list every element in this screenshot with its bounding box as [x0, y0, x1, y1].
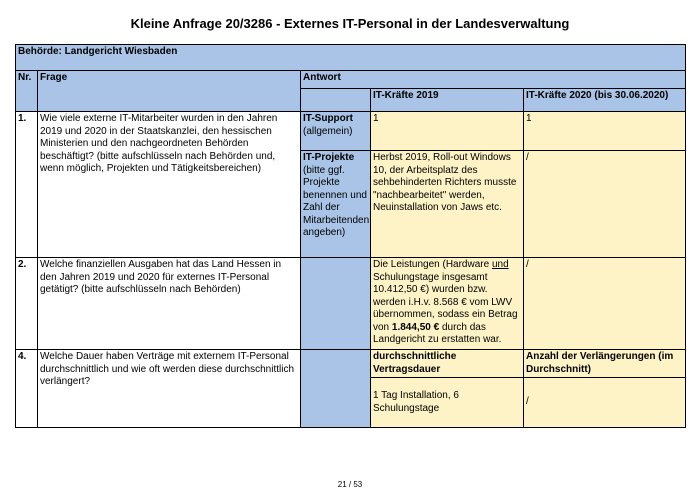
header-it2019: IT-Kräfte 2019 [371, 89, 524, 112]
header-question: Frage [38, 71, 301, 112]
q1-projects-label: IT-Projekte [303, 152, 355, 163]
q1-support-2020: 1 [524, 112, 686, 151]
q1-projects-2019: Herbst 2019, Roll-out Windows 10, der Arbeitsplatz des sehbehinderten Richters musste "nachbearbeitet" werden, Neuinstallation von Jaws etc. [371, 151, 524, 258]
q4-extensions-value: / [524, 378, 686, 428]
header-it2020: IT-Kräfte 2020 (bis 30.06.2020) [524, 89, 686, 112]
q2-answer-amount: 1.844,50 € [391, 321, 440, 333]
header-answer: Antwort [301, 71, 686, 89]
q1-projects-cell [301, 151, 371, 258]
q2-answer-text-2: Schulungstage insgesamt 10.412,50 €) wurden bzw. werden i.H.v. 8.568 € vom LWV übernommen, sodass ein Betrag von [373, 271, 518, 333]
q1-projects-sub: (bitte ggf. Projekte benennen und Zahl der Mitarbeitenden angeben) [303, 164, 370, 238]
q1-question: Wie viele externe IT-Mitarbeiter wurden in den Jahren 2019 und 2020 in der Staatskanzlei, den hessischen Ministerien und den nachgeordneten Behörden beschäftigt? (bitte aufschlüsseln nach Behörden und, wenn möglich, Projekten und Tätigkeitsbereichen) [38, 112, 301, 258]
q1-support-sub: (allgemein) [303, 125, 353, 137]
q2-answer-2019 [371, 258, 524, 350]
header-nr: Nr. [16, 71, 38, 112]
header-blank [301, 89, 371, 112]
q4-blank [301, 350, 371, 428]
q4-duration-header: durchschnittliche Vertragsdauer [371, 350, 524, 378]
q4-question: Welche Dauer haben Verträge mit externem IT-Personal durchschnittlich und wie oft werden diese durchschnittlich verlängert? [38, 350, 301, 428]
answer-table [15, 44, 686, 428]
q2-answer-und: und [491, 259, 509, 270]
q2-blank [301, 258, 371, 350]
q1-support-2019: 1 [371, 112, 524, 151]
q1-support-label: IT-Support [303, 113, 353, 124]
q4-duration-value: 1 Tag Installation, 6 Schulungstage [371, 378, 524, 428]
page-number: 21 / 53 [337, 480, 363, 489]
q2-nr: 2. [16, 258, 38, 350]
q2-answer-text-1: Die Leistungen (Hardware [373, 259, 492, 270]
q1-support-cell [301, 112, 371, 151]
q1-nr: 1. [16, 112, 38, 258]
q2-answer-text-3: durch das Landgericht zu erstatten war. [373, 321, 502, 345]
q4-extensions-header: Anzahl der Verlängerungen (im Durchschnitt) [524, 350, 686, 378]
q2-answer-2020: / [524, 258, 686, 350]
q2-question: Welche finanziellen Ausgaben hat das Land Hessen in den Jahren 2019 und 2020 für externes IT-Personal getätigt? (bitte aufschlüsseln nach Behörden) [38, 258, 301, 350]
q1-projects-2020: / [524, 151, 686, 258]
page-title: Kleine Anfrage 20/3286 - Externes IT-Personal in der Landesverwaltung [130, 16, 570, 31]
authority-cell: Behörde: Landgericht Wiesbaden [16, 45, 686, 71]
q4-nr: 4. [16, 350, 38, 428]
